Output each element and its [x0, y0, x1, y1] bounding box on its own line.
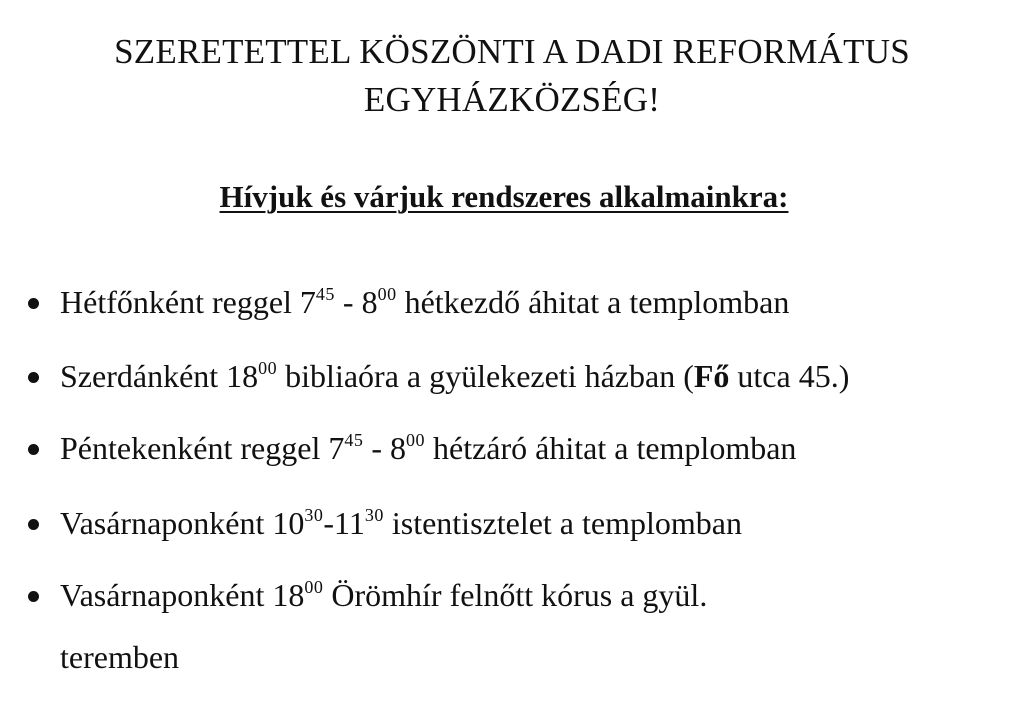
list-item-sunday-service — [60, 503, 742, 543]
time-superscript: 00 — [304, 577, 324, 597]
bullet-icon — [28, 519, 39, 530]
item-text: bibliaóra a gyülekezeti házban ( — [277, 358, 694, 394]
item-text: - 8 — [363, 430, 406, 466]
item-text: Péntekenként reggel 7 — [60, 430, 345, 466]
bullet-icon — [28, 444, 39, 455]
time-superscript: 30 — [304, 505, 324, 525]
item-text: Szerdánként 18 — [60, 358, 259, 394]
page-title-line-2: EGYHÁZKÖZSÉG! — [363, 80, 661, 119]
item-text: hétkezdő áhitat a templomban — [396, 284, 790, 320]
section-heading: Hívjuk és várjuk rendszeres alkalmainkra: — [219, 179, 789, 214]
list-item-friday — [60, 428, 796, 468]
list-item-sunday-choir-continued: teremben — [60, 639, 180, 675]
item-text: Örömhír felnőtt kórus a gyül. — [323, 577, 708, 613]
time-superscript: 00 — [258, 358, 278, 378]
bullet-icon — [28, 298, 39, 309]
item-text-bold: Fő — [693, 358, 730, 394]
item-text: utca 45.) — [729, 358, 850, 394]
item-text: istentisztelet a templomban — [383, 505, 742, 541]
page-title-line-1: SZERETETTEL KÖSZÖNTI A DADI REFORMÁTUS — [114, 32, 910, 71]
list-item-wednesday — [60, 356, 849, 396]
item-text: Vasárnaponként 18 — [60, 577, 305, 613]
time-superscript: 00 — [377, 284, 397, 304]
bullet-icon — [28, 591, 39, 602]
time-superscript: 30 — [364, 505, 384, 525]
time-superscript: 45 — [315, 284, 335, 304]
time-superscript: 00 — [406, 430, 425, 450]
item-text: Hétfőnként reggel 7 — [60, 284, 316, 320]
item-text: -11 — [323, 505, 365, 541]
time-superscript: 45 — [344, 430, 364, 450]
list-item-monday — [60, 282, 789, 322]
list-item-sunday-choir — [60, 575, 707, 615]
item-text: hétzáró áhitat a templomban — [425, 430, 797, 466]
bullet-icon — [28, 372, 39, 383]
item-text: - 8 — [334, 284, 378, 320]
item-text: Vasárnaponként 10 — [60, 505, 305, 541]
